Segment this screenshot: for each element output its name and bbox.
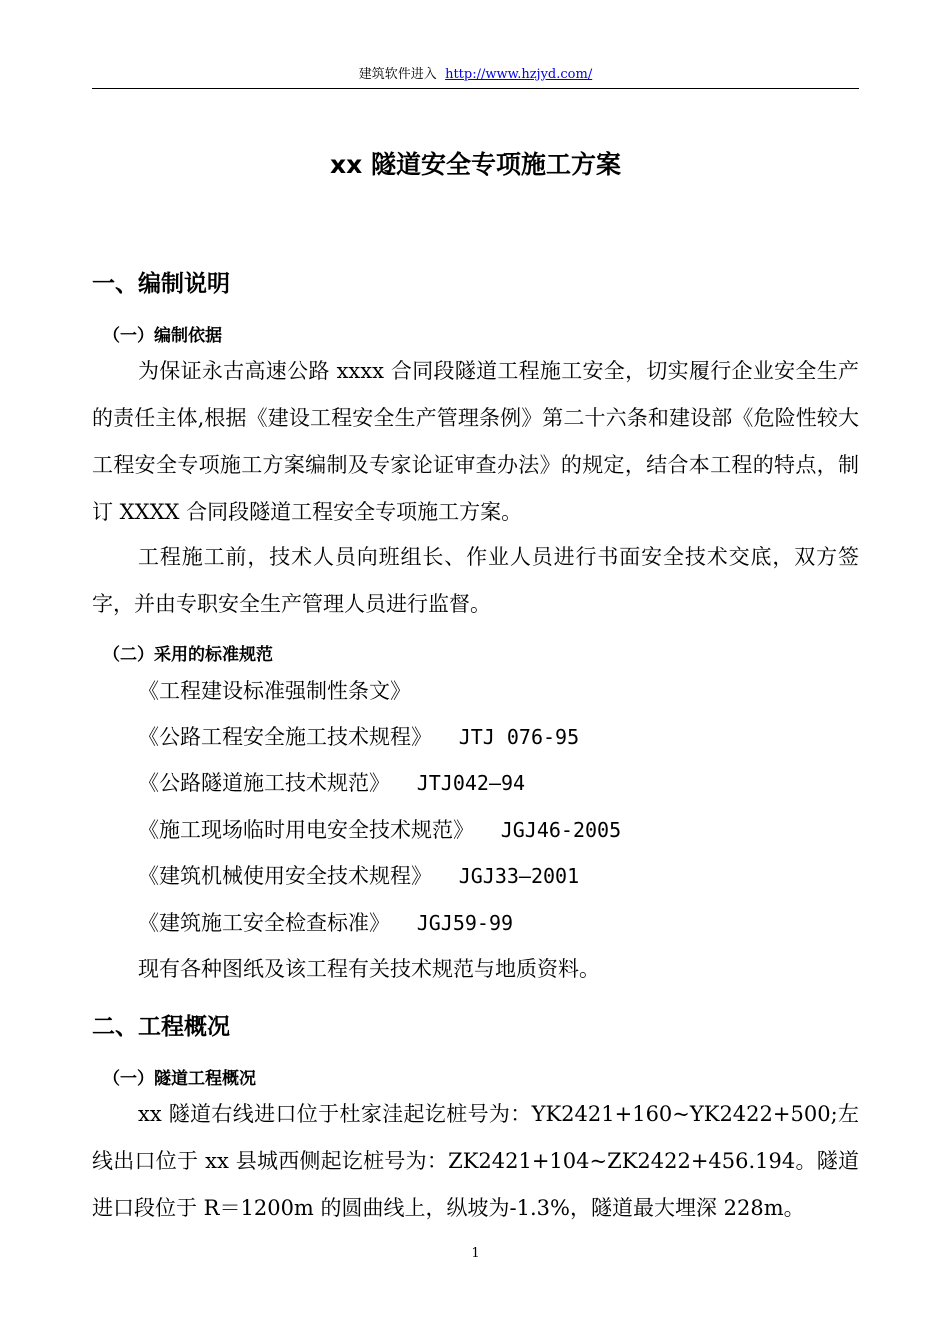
standard-code: JGJ33—2001 [458, 864, 580, 888]
standard-item [138, 908, 513, 938]
subsection-heading-1-1: （一）编制依据 [103, 326, 222, 346]
document-title: xx 隧道安全专项施工方案 [330, 150, 621, 179]
header-divider [92, 88, 859, 89]
standard-item [138, 676, 411, 706]
section-heading-1: 一、编制说明 [92, 271, 230, 297]
standard-name: 《建筑机械使用安全技术规程》 [138, 864, 432, 888]
standard-name: 《施工现场临时用电安全技术规范》 [138, 818, 474, 842]
paragraph-overview: xx 隧道右线进口位于杜家洼起讫桩号为：YK2421+160~YK2422+500;左线出口位于 xx 县城西侧起讫桩号为：ZK2421+104~ZK2422+456.194。隧道进口段位于 R＝1200m 的圆曲线上，纵坡为-1.3%，隧道最大埋深 228m。 [92, 1102, 859, 1220]
header-link[interactable]: http://www.hzjyd.com/ [445, 67, 593, 82]
standard-name: 《工程建设标准强制性条文》 [138, 679, 411, 703]
page-number: 1 [471, 1246, 480, 1261]
standard-item [138, 861, 579, 891]
standard-item [138, 722, 579, 752]
standard-name: 《建筑施工安全检查标准》 [138, 911, 390, 935]
standard-code: JGJ46-2005 [500, 818, 622, 842]
section-heading-2: 二、工程概况 [92, 1014, 230, 1040]
page-header [92, 66, 859, 84]
standard-item [138, 815, 621, 845]
standard-code: JTJ042—94 [416, 771, 526, 795]
paragraph-basis: 为保证永古高速公路 xxxx 合同段隧道工程施工安全，切实履行企业安全生产的责任主体,根据《建设工程安全生产管理条例》第二十六条和建设部《危险性较大工程安全专项施工方案编制及专家论证审查办法》的规定，结合本工程的特点，制订 XXXX 合同段隧道工程安全专项施工方案。 [92, 359, 859, 524]
standard-name: 《公路隧道施工技术规范》 [138, 771, 390, 795]
standard-item [138, 768, 525, 798]
subsection-heading-1-2: （二）采用的标准规范 [103, 645, 273, 665]
standards-closing-line: 现有各种图纸及该工程有关技术规范与地质资料。 [138, 957, 600, 981]
standard-code: JTJ 076-95 [458, 725, 580, 749]
standard-name: 《公路工程安全施工技术规程》 [138, 725, 432, 749]
header-label: 建筑软件进入 [358, 67, 437, 82]
subsection-heading-2-1: （一）隧道工程概况 [103, 1069, 256, 1089]
paragraph-briefing: 工程施工前，技术人员向班组长、作业人员进行书面安全技术交底，双方签字，并由专职安全生产管理人员进行监督。 [92, 545, 859, 616]
standard-code: JGJ59-99 [416, 911, 514, 935]
